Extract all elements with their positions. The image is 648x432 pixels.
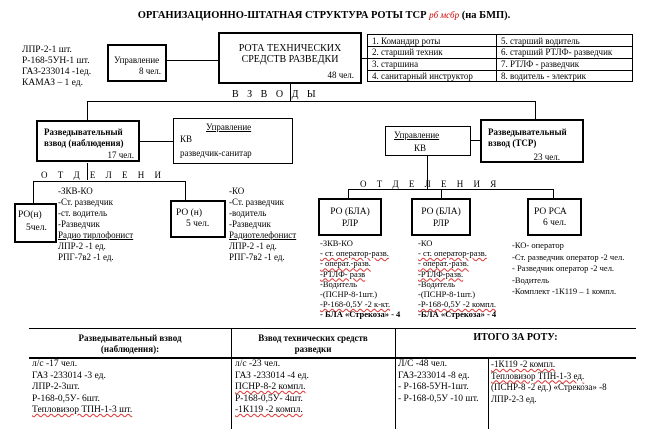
management-label: Управление	[114, 55, 160, 65]
page-title	[0, 10, 648, 21]
roster-item: 7. РТЛФ - разведчик	[501, 59, 580, 69]
list-item: -ЗКВ-КО	[320, 238, 353, 248]
ro-rsa-count: 6 чел.	[543, 218, 567, 228]
roster-item: 6. старший РТЛФ- разведчик	[501, 47, 613, 57]
connector-line	[535, 101, 536, 119]
ro-rsa-list	[512, 240, 624, 298]
recon-management-kv: КВ	[180, 134, 193, 144]
list-item: -Ст. разведчик	[229, 197, 285, 207]
ro-bla1-label: РО (БЛА)	[330, 207, 370, 217]
col1-header-line: Разведывательный взвод	[78, 333, 182, 343]
table-cell: ГАЗ-233014 -8 ед.	[398, 370, 470, 381]
list-item: -(ПСНР-8-1шт.)	[320, 289, 378, 300]
col3-header: ИТОГО ЗА РОТУ:	[473, 332, 558, 343]
title-end: (на БМП).	[461, 10, 511, 21]
connector-line	[87, 101, 88, 120]
list-item: -ст. водитель	[58, 208, 108, 218]
roster-item: 2. старший техник	[372, 47, 443, 57]
list-item: РПГ-7в2 -1 ед.	[58, 252, 114, 262]
ro-n1-count: 5чел.	[26, 223, 47, 233]
sections-label-left: О Т Д Е Л Е Н И	[41, 170, 165, 180]
company-title-line2: СРЕДСТВ РАЗВЕДКИ	[241, 54, 339, 65]
list-item: ЛПР-2-1 шт.	[22, 45, 72, 55]
recon-management-title: Управление	[206, 122, 252, 132]
platoons-bus-line	[87, 101, 535, 102]
list-item: ГАЗ-233014 -1ед.	[22, 67, 92, 77]
recon-platoon-title-line2: взвод (наблюдения)	[44, 138, 124, 148]
table-cell: л/с -23 чел.	[235, 359, 281, 369]
list-item: -Комплект -1К119 – 1 компл.	[512, 286, 617, 296]
ro-bla2-label: РО (БЛА)	[421, 207, 461, 217]
tsr-platoon-count: 23 чел.	[533, 152, 560, 162]
ro-bla1-list	[320, 238, 400, 320]
table-cell: ЛПР-2-3шт.	[32, 382, 80, 392]
table-cell: - Р-168-5УН-1шт.	[398, 382, 469, 392]
list-item: -Ст. разведчик	[58, 197, 114, 207]
table-cell: -1К119 -2 компл.	[491, 359, 556, 369]
list-item: -ЗКВ-КО	[58, 186, 93, 196]
ro-n1-label: РО(н)	[18, 210, 42, 220]
list-item: Радиотелефонист	[229, 230, 297, 240]
ro-bla1-sublabel: РЛР	[341, 219, 359, 229]
company-box	[218, 32, 362, 84]
roster-item: 5. старший водитель	[501, 36, 580, 46]
connector-line	[348, 189, 349, 198]
list-item: - операт.-разв.	[418, 258, 469, 269]
list-item: - ст. оператор-разв.	[320, 248, 389, 259]
connector-line	[471, 140, 480, 141]
list-item: -Разведчик	[229, 219, 271, 229]
list-item: -Р-168-0,5У -2 компл.	[418, 299, 497, 310]
company-roster	[367, 34, 633, 82]
ro-n2-box	[170, 200, 226, 238]
sections-bus-line	[348, 189, 553, 190]
table-cell: - Р-168-0,5У -10 шт.	[398, 393, 479, 404]
table-cell: -1К119 -2 компл.	[235, 405, 303, 415]
tsr-management-kv: КВ	[414, 143, 427, 153]
tsr-management-box	[385, 126, 471, 156]
list-item: -Ст. разведчик оператор -2 чел.	[512, 251, 625, 262]
management-count: 8 чел.	[138, 66, 161, 76]
table-cell: ГАЗ -233014 -3 ед.	[32, 370, 106, 381]
sections-bus-line	[33, 181, 185, 182]
col1-header-line: (наблюдения):	[100, 343, 160, 354]
col3a-rows	[398, 359, 479, 405]
list-item: -БЛА «Стрекоза» - 4	[418, 309, 497, 320]
col2-header	[231, 333, 395, 354]
ro-bla2-box	[411, 198, 471, 236]
table-cell: Тепловизор ТПН-1-3 шт.	[32, 405, 133, 415]
connector-line	[441, 189, 442, 198]
summary-table	[29, 328, 639, 429]
ro-n2-list	[229, 186, 296, 263]
tsr-management-title: Управление	[394, 130, 440, 140]
tsr-platoon-title-line2: взвод (ТСР)	[488, 138, 537, 148]
list-item: - БЛА «Стрекоза» - 4	[320, 309, 401, 320]
title-suffix: рб мсбр	[429, 10, 460, 20]
list-item: ЛПР-2 -1 ед.	[58, 241, 106, 251]
recon-management-role: разведчик-санитар	[180, 148, 252, 158]
table-cell: Тепловизор ТПН-1-3 ед.	[491, 370, 585, 381]
list-item: -Водитель	[418, 278, 455, 289]
list-item: -РТЛФ- разв	[320, 268, 366, 279]
col2-header-line: разведки	[294, 343, 332, 354]
col3b-rows	[491, 359, 607, 405]
table-cell: Л/С -48 чел.	[398, 359, 447, 369]
connector-line	[140, 141, 173, 142]
company-equipment-list	[22, 45, 91, 89]
list-item: -Водитель	[512, 274, 549, 285]
list-item: -водитель	[229, 208, 267, 218]
col2-header-line: Взвод технических средств	[258, 333, 368, 343]
list-item: -КО- оператор	[512, 240, 564, 250]
ro-bla2-sublabel: РЛР	[432, 219, 450, 229]
list-item: -(ПСНР-8-1шт.)	[418, 289, 476, 300]
list-item: КАМАЗ – 1 ед.	[22, 78, 83, 88]
table-cell: Р-168-0,5У- 6шт.	[32, 393, 100, 404]
list-item: РПГ-7в2 -1 ед.	[229, 252, 285, 262]
company-management-box	[107, 44, 167, 82]
platoons-label: В З В О Д Ы	[232, 89, 319, 100]
recon-platoon-count: 17 чел.	[107, 150, 134, 160]
company-count: 48 чел.	[327, 70, 354, 80]
table-cell: л/с -17 чел.	[32, 359, 78, 369]
list-item: Р-168-5УН-1 шт.	[22, 56, 90, 66]
col2-rows	[235, 359, 309, 417]
sections-label-right: О Т Д Е Л Е Н И Я	[360, 179, 501, 189]
roster-item: 8. водитель - электрик	[501, 71, 587, 81]
ro-rsa-label: РО РСА	[534, 207, 567, 217]
connector-line	[185, 181, 186, 200]
roster-item: 1. Командир роты	[372, 36, 441, 46]
ro-n1-box	[14, 203, 57, 243]
connector-line	[167, 60, 218, 61]
table-cell: (ПСНР-8 -2 ед.) «Стрекоза» -8	[491, 382, 607, 392]
list-item: -КО	[229, 186, 245, 196]
ro-n2-count: 5 чел.	[186, 219, 210, 229]
table-cell: ЛПР-2-3 ед.	[491, 393, 537, 404]
ro-n2-label: РО (н)	[176, 208, 203, 218]
recon-platoon-box	[36, 120, 140, 162]
connector-line	[33, 181, 34, 203]
list-item: -Р-168-0,5У -2 к-кт.	[320, 299, 391, 310]
recon-platoon-title-line1: Разведывательный	[44, 127, 123, 137]
connector-line	[553, 189, 554, 198]
roster-item: 3. старшина	[372, 59, 419, 69]
recon-management-box	[173, 118, 293, 164]
list-item: - Разведчик оператор -2 чел.	[512, 263, 615, 273]
list-item: Радио тирлофонист	[58, 230, 134, 240]
ro-n1-list	[58, 186, 133, 263]
roster-item: 4. санитарный инструктор	[372, 71, 473, 81]
tsr-platoon-box	[480, 119, 584, 163]
tsr-platoon-title-line1: Разведывательный	[488, 127, 567, 137]
ro-rsa-box	[527, 198, 582, 236]
ro-bla2-list	[418, 238, 496, 320]
list-item: - операт.-разв.	[320, 258, 371, 269]
title-main: ОРГАНИЗАЦИОННО-ШТАТНАЯ СТРУКТУРА РОТЫ ТСР	[137, 10, 427, 21]
col1-header	[29, 333, 231, 354]
table-cell: ГАЗ -233014 -4 ед.	[235, 370, 309, 381]
list-item: ЛПР-2 -1 ед.	[229, 241, 277, 251]
ro-bla1-box	[318, 198, 382, 236]
company-title-line1: РОТА ТЕХНИЧЕСКИХ	[238, 43, 342, 54]
list-item: -Водитель	[320, 278, 357, 289]
list-item: -КО	[418, 238, 433, 248]
table-cell: Р-168-0,5У- 4шт.	[235, 393, 303, 404]
list-item: -Разведчик	[58, 219, 100, 229]
col1-rows	[32, 359, 132, 417]
table-cell: ПСНР-8-2 компл.	[235, 382, 306, 392]
list-item: - ст. оператор-разв.	[418, 248, 487, 259]
list-item: -РТЛФ-разв.	[418, 268, 464, 279]
